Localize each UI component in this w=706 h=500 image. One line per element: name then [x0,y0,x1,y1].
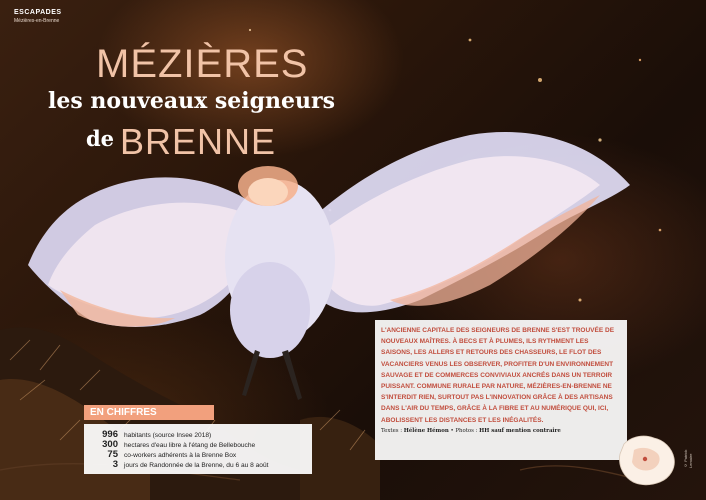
key-figure-number: 3 [112,459,118,470]
key-figure-row [88,459,306,469]
title-line-3-main: BRENNE [120,121,277,162]
key-figure-number: 300 [102,439,118,450]
key-figure-label: habitants (source Insee 2018) [124,432,212,439]
key-figure-row [88,429,306,439]
section-label: ESCAPADES [14,9,62,16]
key-figure-label: jours de Randonnée de la Brenne, du 6 au 8 août [124,462,269,469]
credits-author: Hélène Hémon [403,427,449,434]
key-figures-title: EN CHIFFRES [84,405,214,420]
photo-credit: © Patrick Lemaire [683,449,693,468]
region-map-icon [614,432,678,488]
section-sublabel: Mézières-en-Brenne [14,18,60,24]
key-figure-label: hectares d'eau libre à l'étang de Bellebouche [124,442,256,449]
key-figures-box [84,405,312,474]
key-figure-label: co-workers adhérents à la Brenne Box [124,452,237,459]
key-figures-list [84,424,312,474]
credits-line [381,428,621,434]
title-line-3-prefix: de [86,126,115,151]
key-figure-row [88,449,306,459]
credits-texts-label: Textes : [381,427,404,434]
credits-photos: HH sauf mention contraire [479,427,561,434]
key-figure-row [88,439,306,449]
intro-box [375,320,627,460]
key-figure-number: 75 [107,449,118,460]
intro-text: L'ANCIENNE CAPITALE DES SEIGNEURS DE BRENNE S'EST TROUVÉE DE NOUVEAUX MAÎTRES. À BECS ET À PLUMES, ILS RYTHMENT LES SAISONS, LES ALLERS ET RETOURS DES CHASSEURS, LE FLOT DES VACANCIERS VENUS LES OBSERVER, PROFITER D'UN ENVIRONNEMENT SAUVAGE ET DE COMMERCES CONVIVIAUX ANCRÉS DANS UN TERROIR PUISSANT. COMMUNE RURALE PAR NATURE, MÉZIÈRES-EN-BRENNE NE S'INTERDIT RIEN, SURTOUT PAS L'INNOVATION GRÂCE À DES ARTISANS DANS L'AIR DU TEMPS, GRÂCE À LA FIBRE ET AU NUMÉRIQUE QUI, ICI, ABOLISSENT LES DISTANCES ET LES INÉGALITÉS. [381,327,615,424]
credits-separator: • Photos : [448,427,480,434]
title-line-1: MÉZIÈRES [96,42,309,86]
title-line-2: les nouveaux seigneurs [48,88,335,114]
key-figure-number: 996 [102,429,118,440]
